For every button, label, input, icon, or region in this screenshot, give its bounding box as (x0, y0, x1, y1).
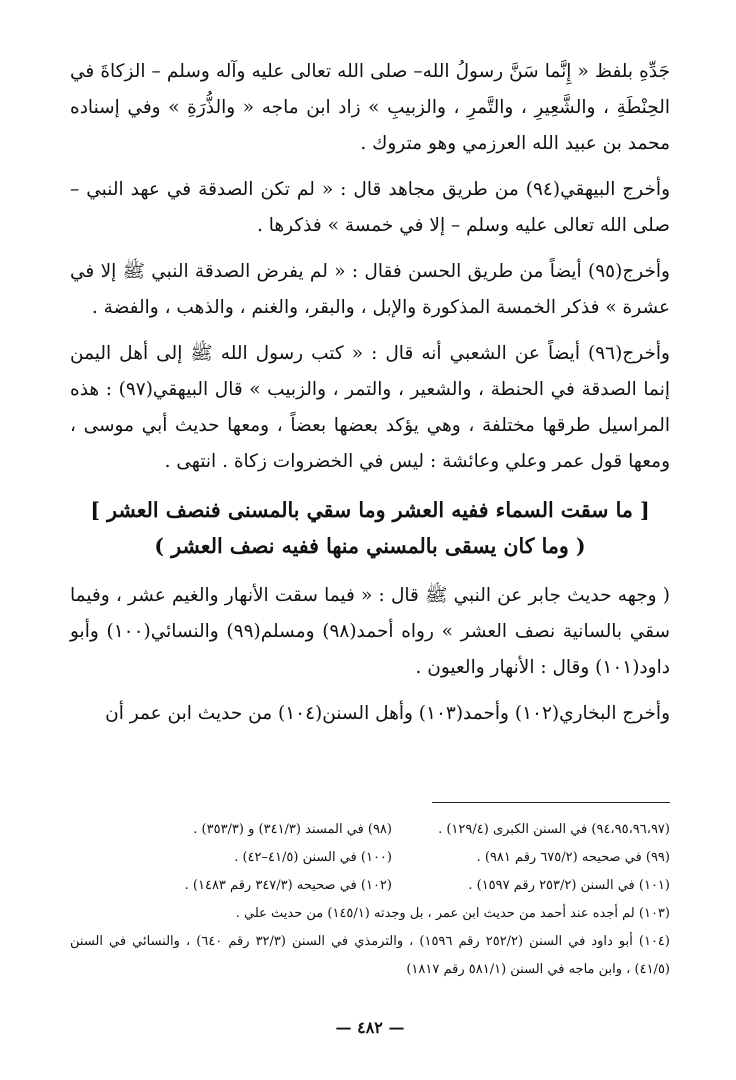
footnote-94-97: (٩٤،٩٥،٩٦،٩٧) في السنن الكبرى (١٢٩/٤) . (438, 822, 670, 837)
footnote-divider (432, 802, 670, 803)
footnote-104: (١٠٤) أبو داود في السنن (٢٥٢/٢ رقم ١٥٩٦) ، والترمذي في السنن (٣٢/٣ رقم ٦٤٠) ، والنسائي في السنن (٤١/٥) ، وابن ماجه في السنن (٥٨١/١ رقم ١٨١٧) (70, 934, 670, 977)
paragraph-1: جَدِّهِ بلفظ « إِنَّما سَنَّ رسولُ الله– صلى الله تعالى عليه وآله وسلم – الزكاةَ في الحِنْطَةِ ، والشَّعِيرِ ، والتَّمرِ ، والزبيبِ » زاد ابن ماجه « والذُّرَةِ » وفي إسناده محمد بن عبيد الله العرزمي وهو متروك . (70, 61, 670, 154)
footnote-row (70, 844, 670, 872)
footnotes (70, 816, 670, 984)
footnote-103: (١٠٣) لم أجده عند أحمد من حديث ابن عمر ، بل وجدته (١٤٥/١) من حديث علي . (235, 906, 670, 921)
footnote-101: (١٠١) في السنن (٢٥٣/٢ رقم ١٥٩٧) . (468, 878, 670, 893)
footnote-98: (٩٨) في المسند (٣٤١/٣) و (٣٥٣/٣) . (193, 822, 392, 837)
paragraph-6: وأخرج البخاري(١٠٢) وأحمد(١٠٣) وأهل السنن(١٠٤) من حديث ابن عمر أن (105, 703, 670, 724)
footnote-row (70, 872, 670, 900)
section-heading (70, 492, 670, 564)
page-number: — ٤٨٢ — (335, 1018, 405, 1037)
footnote-row (70, 816, 670, 844)
page-body (70, 54, 670, 1080)
footnote-100: (١٠٠) في السنن (٤١/٥–٤٢) . (234, 850, 392, 865)
paragraph-5: ( وجهه حديث جابر عن النبي ﷺ قال : « فيما سقت الأنهار والغيم عشر ، وفيما سقي بالسانية نصف العشر » رواه أحمد(٩٨) ومسلم(٩٩) والنسائي(١٠٠) وأبو داود(١٠١) وقال : الأنهار والعيون . (70, 585, 670, 678)
footnote-102: (١٠٢) في صحيحه (٣٤٧/٣ رقم ١٤٨٣) . (184, 878, 392, 893)
footnote-99: (٩٩) في صحيحه (٦٧٥/٢ رقم ٩٨١) . (476, 850, 670, 865)
section-heading-line-2: ( وما كان يسقى بالمسني منها ففيه نصف العشر ) (154, 534, 586, 558)
paragraph-3: وأخرج(٩٥) أيضاً من طريق الحسن فقال : « لم يفرض الصدقة النبي ﷺ إلا في عشرة » فذكر الخمسة المذكورة والإبل ، والبقر، والغنم ، والذهب ، والفضة . (70, 261, 670, 318)
paragraph-4: وأخرج(٩٦) أيضاً عن الشعبي أنه قال : « كتب رسول الله ﷺ إلى أهل اليمن إنما الصدقة في الحنطة ، والشعير ، والتمر ، والزبيب » قال البيهقي(٩٧) : هذه المراسيل طرقها مختلفة ، وهي يؤكد بعضها بعضاً ، ومعها حديث أبي موسى ، ومعها قول عمر وعلي وعائشة : ليس في الخضروات زكاة . انتهى . (70, 343, 670, 472)
paragraph-2: وأخرج البيهقي(٩٤) من طريق مجاهد قال : « لم تكن الصدقة في عهد النبي – صلى الله تعالى عليه وسلم – إلا في خمسة » فذكرها . (70, 179, 670, 236)
section-heading-line-1: [ ما سقت السماء ففيه العشر وما سقي بالمسنى فنصف العشر ] (90, 498, 650, 522)
